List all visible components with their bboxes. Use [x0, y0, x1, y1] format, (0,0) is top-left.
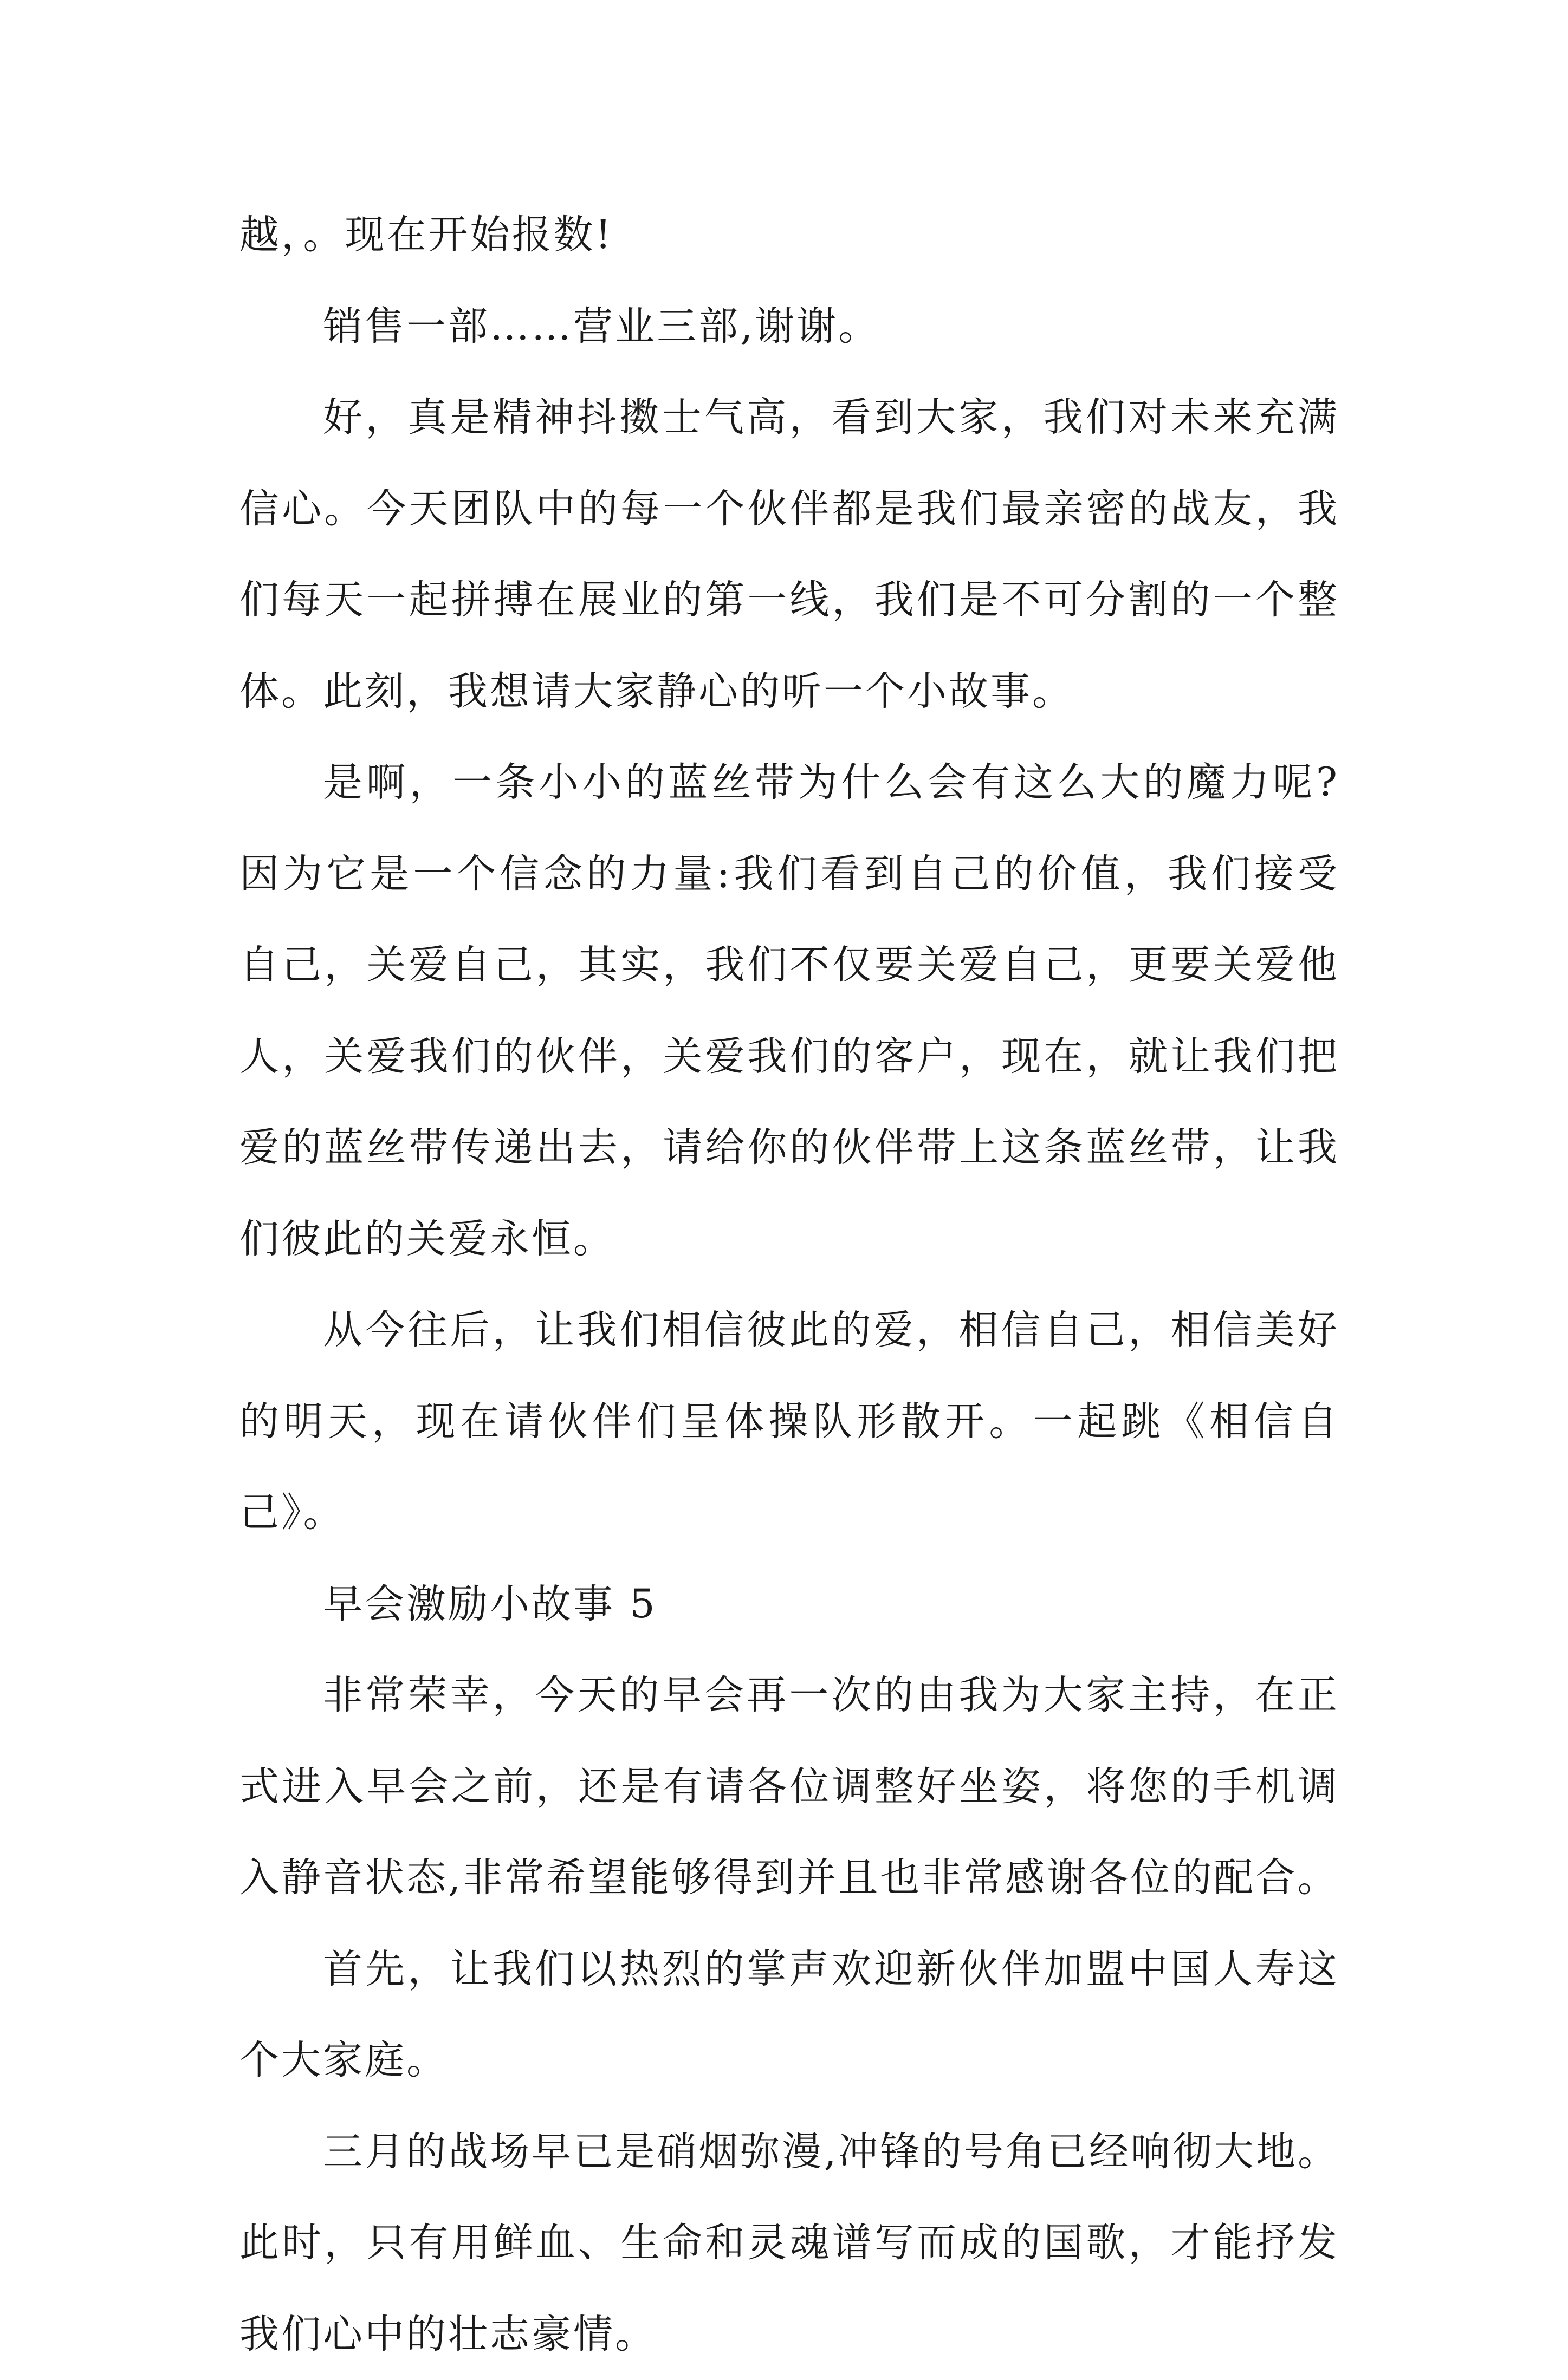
paragraph: 三月的战场早已是硝烟弥漫,冲锋的号角已经响彻大地。此时，只有用鲜血、生命和灵魂谱写而成的国歌，才能抒发我们心中的壮志豪情。 — [239, 2106, 1339, 2380]
paragraph: 从今往后，让我们相信彼此的爱，相信自己，相信美好的明天，现在请伙伴们呈体操队形散开。一起跳《相信自己》。 — [239, 1285, 1339, 1559]
paragraph: 销售一部……营业三部,谢谢。 — [239, 281, 1339, 373]
paragraph: 非常荣幸，今天的早会再一次的由我为大家主持，在正式进入早会之前，还是有请各位调整好坐姿，将您的手机调入静音状态,非常希望能够得到并且也非常感谢各位的配合。 — [239, 1650, 1339, 1924]
paragraph: 好，真是精神抖擞士气高，看到大家，我们对未来充满信心。今天团队中的每一个伙伴都是我们最亲密的战友，我们每天一起拼搏在展业的第一线，我们是不可分割的一个整体。此刻，我想请大家静心的听一个小故事。 — [239, 372, 1339, 737]
document-body — [239, 190, 1339, 2380]
section-heading: 早会激励小故事 5 — [239, 1559, 1339, 1650]
paragraph: 是啊，一条小小的蓝丝带为什么会有这么大的魔力呢?因为它是一个信念的力量:我们看到自己的价值，我们接受自己，关爱自己，其实，我们不仅要关爱自己，更要关爱他人，关爱我们的伙伴，关爱我们的客户，现在，就让我们把爱的蓝丝带传递出去，请给你的伙伴带上这条蓝丝带，让我们彼此的关爱永恒。 — [239, 737, 1339, 1285]
paragraph: 首先，让我们以热烈的掌声欢迎新伙伴加盟中国人寿这个大家庭。 — [239, 1924, 1339, 2106]
paragraph: 越，。现在开始报数! — [239, 190, 1339, 281]
